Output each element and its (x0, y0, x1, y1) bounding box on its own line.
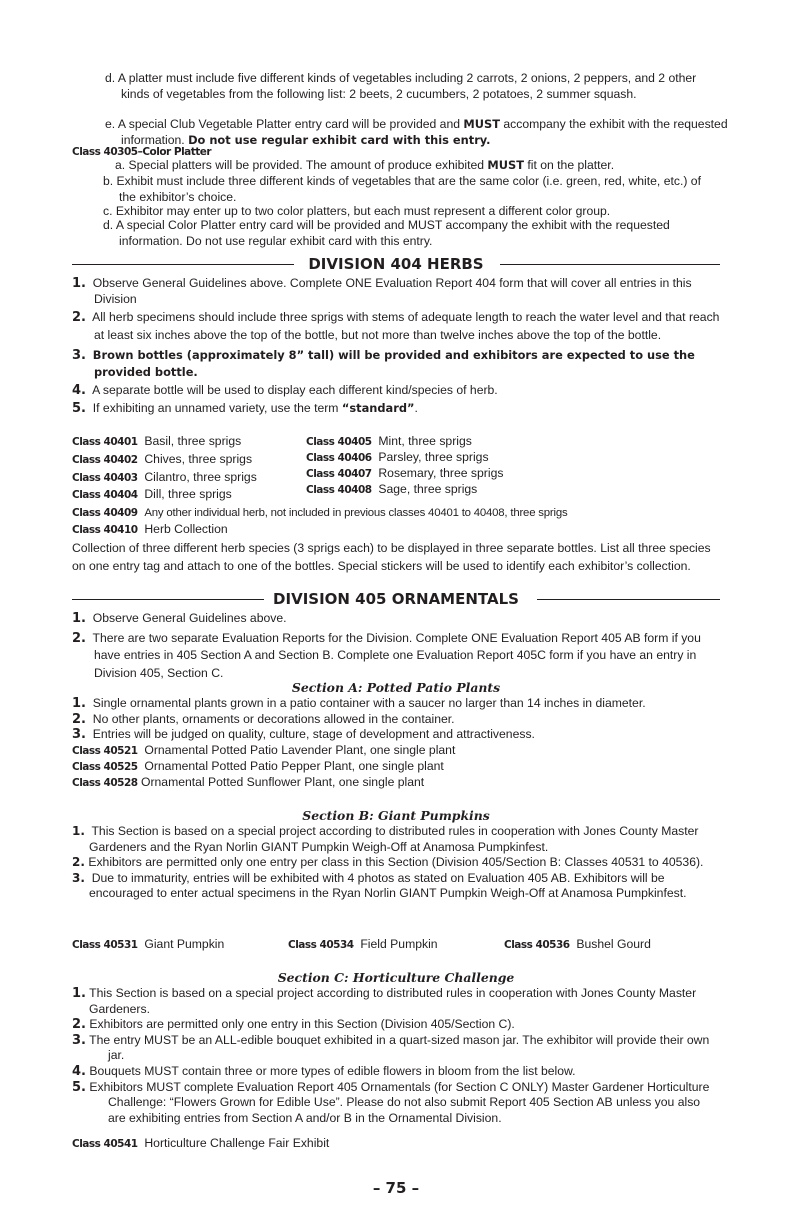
class-row (72, 937, 224, 954)
division-404-header (72, 255, 720, 273)
class-id: Class 40401 (72, 436, 138, 448)
division-405-title: DIVISION 405 ORNAMENTALS (273, 590, 519, 608)
class-id: Class 40403 (72, 472, 138, 484)
class-name: Parsley, three sprigs (378, 450, 489, 464)
class-name: Field Pumpkin (360, 937, 438, 951)
herb-collection-note: Collection of three different herb species (3 sprigs each) to be displayed in three separate bottles. List all three species on one entry tag and attach to one of the bottles. Special stickers will be used to identify each exhibitor’s collection. (72, 541, 711, 573)
class-name: Herb Collection (144, 522, 228, 536)
class-row (306, 466, 503, 483)
class-id: Class 40541 (72, 1138, 138, 1150)
item-number: 3. (72, 1032, 86, 1048)
class-row (72, 1136, 329, 1153)
class-row (504, 937, 651, 954)
list-item (72, 383, 720, 399)
item-text: This Section is based on a special project according to distributed rules in cooperation with Jones County Master Gardeners. (89, 986, 697, 1016)
item-number: 4. (72, 383, 86, 398)
item-number: 1. (72, 824, 85, 838)
item-number: 3. (72, 870, 85, 885)
list-item (72, 1064, 720, 1080)
class-row (306, 434, 472, 451)
class-id: Class 40405 (306, 436, 372, 448)
item-text: This Section is based on a special project according to distributed rules in cooperation with Jones County Master Gardeners and the Ryan Norlin GIANT Pumpkin Weigh-Off at Anamosa Pumpkinfest. (89, 824, 699, 854)
item-number: 1. (72, 986, 86, 1001)
class-row (306, 450, 489, 467)
color-platter-item-d: d. A special Color Platter entry card will be provided and MUST accompany the exhibit with the requested information. Do not use regular exhibit card with this entry. (103, 218, 670, 248)
color-platter-heading: Class 40305–Color Platter (72, 146, 212, 158)
section-c-list (72, 986, 720, 1126)
item-number: 2. (72, 855, 85, 870)
list-item (72, 855, 720, 871)
division-405-list (72, 611, 720, 683)
item-text: Due to immaturity, entries will be exhibited with 4 photos as stated on Evaluation 405 AB. Exhibitors will be encouraged to enter actual specimens in the Ryan Norlin GIANT Pumpkin Weigh-Off at Anamosa Pumpkinfest. (89, 870, 687, 901)
class-name: Sage, three sprigs (378, 482, 478, 496)
list-item (72, 1080, 720, 1127)
class-name: Bushel Gourd (576, 937, 651, 951)
list-item (72, 347, 720, 382)
class-id: Class 40534 (288, 939, 354, 951)
item-text: Brown bottles (approximately 8” tall) will be provided and exhibitors are expected to use the provided bottle. (92, 347, 695, 380)
item-text: No other plants, ornaments or decorations allowed in the container. (92, 711, 455, 726)
section-b-title: Section B: Giant Pumpkins (302, 808, 490, 823)
class-id: Class 40528 (72, 777, 138, 789)
veg-platter-e-text: e. A special Club Vegetable Platter entry card will be provided and (105, 117, 461, 131)
item-text: Exhibitors are permitted only one entry per class in this Section (Division 405/Section B: Classes 40531 to 40536). (88, 855, 704, 870)
list-item (72, 1017, 720, 1033)
division-404-list (72, 276, 720, 416)
class-id: Class 40410 (72, 524, 138, 536)
class-name: Rosemary, three sprigs (378, 466, 504, 480)
class-row (72, 487, 232, 504)
item-text: Bouquets MUST contain three or more types of edible flowers in bloom from the list below. (89, 1063, 576, 1078)
class-row (72, 522, 228, 539)
list-item (72, 401, 720, 417)
item-text: Entries will be judged on quality, culture, stage of development and attractiveness. (92, 727, 535, 742)
list-item (72, 986, 720, 1017)
color-platter-a-text: a. Special platters will be provided. The amount of produce exhibited (115, 158, 485, 172)
class-id: Class 40404 (72, 489, 138, 501)
item-number: 1. (72, 696, 86, 711)
color-platter-item-c: c. Exhibitor may enter up to two color platters, but each must represent a different color group. (103, 204, 611, 218)
item-number: 4. (72, 1063, 86, 1079)
color-platter-item-a (115, 158, 715, 174)
class-row (306, 482, 477, 499)
color-platter-item-b: b. Exhibit must include three different kinds of vegetables that are the same color (i.e. green, red, white, etc.) of the exhibitor’s choice. (103, 174, 701, 204)
class-row (72, 775, 424, 792)
item-number: 1. (72, 276, 86, 291)
list-item (72, 727, 720, 743)
class-name: Ornamental Potted Sunflower Plant, one single plant (140, 775, 425, 789)
color-platter-a-must: MUST (487, 158, 524, 172)
section-a-list (72, 696, 720, 743)
class-id: Class 40531 (72, 939, 138, 951)
class-row (72, 434, 241, 451)
section-b-list (72, 824, 720, 902)
item-text: All herb specimens should include three sprigs with stems of adequate length to reach the water level and that reach at least six inches above the top of the bottle, but not more than twelve inches above the top of the bottle. (92, 310, 720, 342)
item-text: Single ornamental plants grown in a patio container with a saucer no larger than 14 inches in diameter. (92, 696, 646, 710)
class-id: Class 40409 (72, 507, 138, 519)
list-item (72, 611, 720, 627)
class-row (72, 452, 252, 469)
veg-platter-e-bold: Do not use regular exhibit card with this entry. (188, 132, 491, 147)
class-id: Class 40521 (72, 745, 138, 757)
class-id: Class 40406 (306, 452, 372, 464)
item-text: Observe General Guidelines above. Complete ONE Evaluation Report 404 form that will cover all entries in this Division (92, 276, 692, 306)
list-item (72, 712, 720, 728)
page-number: – 75 – (372, 1179, 420, 1197)
class-name: Mint, three sprigs (378, 434, 472, 448)
section-c-title: Section C: Horticulture Challenge (277, 970, 515, 985)
class-name: Giant Pumpkin (144, 937, 225, 951)
item-number: 5. (72, 400, 86, 416)
color-platter-a-text2: fit on the platter. (527, 158, 615, 172)
veg-platter-e-text2: accompany the exhibit with the requested information. (121, 117, 728, 147)
class-name: Any other individual herb, not included in previous classes 40401 to 40408, three sprigs (144, 507, 568, 519)
class-row (72, 743, 455, 760)
item-text: There are two separate Evaluation Reports for the Division. Complete ONE Evaluation Report 405 AB form if you have entries in 405 Section A and Section B. Complete one Evaluation Report 405C form if you have an entry in Division 405, Section C. (92, 630, 701, 680)
class-row (72, 505, 567, 522)
item-number: 3. (72, 727, 86, 743)
item-number: 2. (72, 711, 86, 727)
class-name: Chives, three sprigs (144, 452, 253, 466)
class-id: Class 40525 (72, 761, 138, 773)
class-id: Class 40402 (72, 454, 138, 466)
class-name: Horticulture Challenge Fair Exhibit (144, 1136, 330, 1150)
list-item (72, 696, 720, 712)
class-name: Basil, three sprigs (144, 434, 242, 448)
veg-platter-item-d: d. A platter must include five different kinds of vegetables including 2 carrots, 2 onions, 2 peppers, and 2 other kinds of vegetables from the following list: 2 beets, 2 cucumbers, 2 potatoes, 2 summer squash. (105, 71, 697, 101)
item-text: A separate bottle will be used to display each different kind/species of herb. (92, 383, 498, 397)
item-text: Exhibitors are permitted only one entry in this Section (Division 405/Section C). (89, 1017, 515, 1032)
item-text: Observe General Guidelines above. (92, 611, 287, 625)
list-item (72, 630, 720, 683)
item-number: 3. (72, 347, 86, 363)
class-id: Class 40407 (306, 468, 372, 480)
class-row (72, 759, 444, 776)
class-name: Dill, three sprigs (144, 487, 232, 501)
item-text: If exhibiting an unnamed variety, use the term (92, 400, 339, 415)
division-405-header (72, 590, 720, 608)
class-row (72, 470, 257, 487)
class-id: Class 40408 (306, 484, 372, 496)
class-row (288, 937, 438, 954)
item-number: 2. (72, 1017, 86, 1033)
list-item (72, 1033, 720, 1064)
list-item (72, 871, 720, 902)
item-number: 5. (72, 1079, 86, 1095)
item-number: 2. (72, 630, 86, 646)
item-number: 2. (72, 310, 86, 326)
class-id: Class 40536 (504, 939, 570, 951)
class-name: Ornamental Potted Patio Pepper Plant, one single plant (144, 759, 444, 773)
list-item (72, 276, 720, 307)
item-end: . (414, 400, 418, 415)
veg-platter-e-must: MUST (463, 117, 500, 131)
list-item (72, 309, 720, 344)
class-name: Ornamental Potted Patio Lavender Plant, one single plant (144, 743, 456, 757)
item-number: 1. (72, 611, 86, 626)
class-name: Cilantro, three sprigs (144, 470, 257, 484)
division-404-title: DIVISION 404 HERBS (308, 255, 484, 273)
item-text: The entry MUST be an ALL-edible bouquet exhibited in a quart-sized mason jar. The exhibitor will provide their own jar. (89, 1032, 710, 1063)
list-item (72, 824, 720, 855)
item-text: Exhibitors MUST complete Evaluation Report 405 Ornamentals (for Section C ONLY) Master Gardener Horticulture Challenge: “Flowers Grown for Edible Use”. Please do not also submit Report 405 Section AB unless you also are exhibiting entries from Section A and/or B in the Ornamental Division. (89, 1079, 710, 1125)
veg-platter-item-e (105, 117, 736, 148)
item-bold: “standard” (341, 400, 415, 415)
section-a-title: Section A: Potted Patio Plants (291, 680, 501, 695)
